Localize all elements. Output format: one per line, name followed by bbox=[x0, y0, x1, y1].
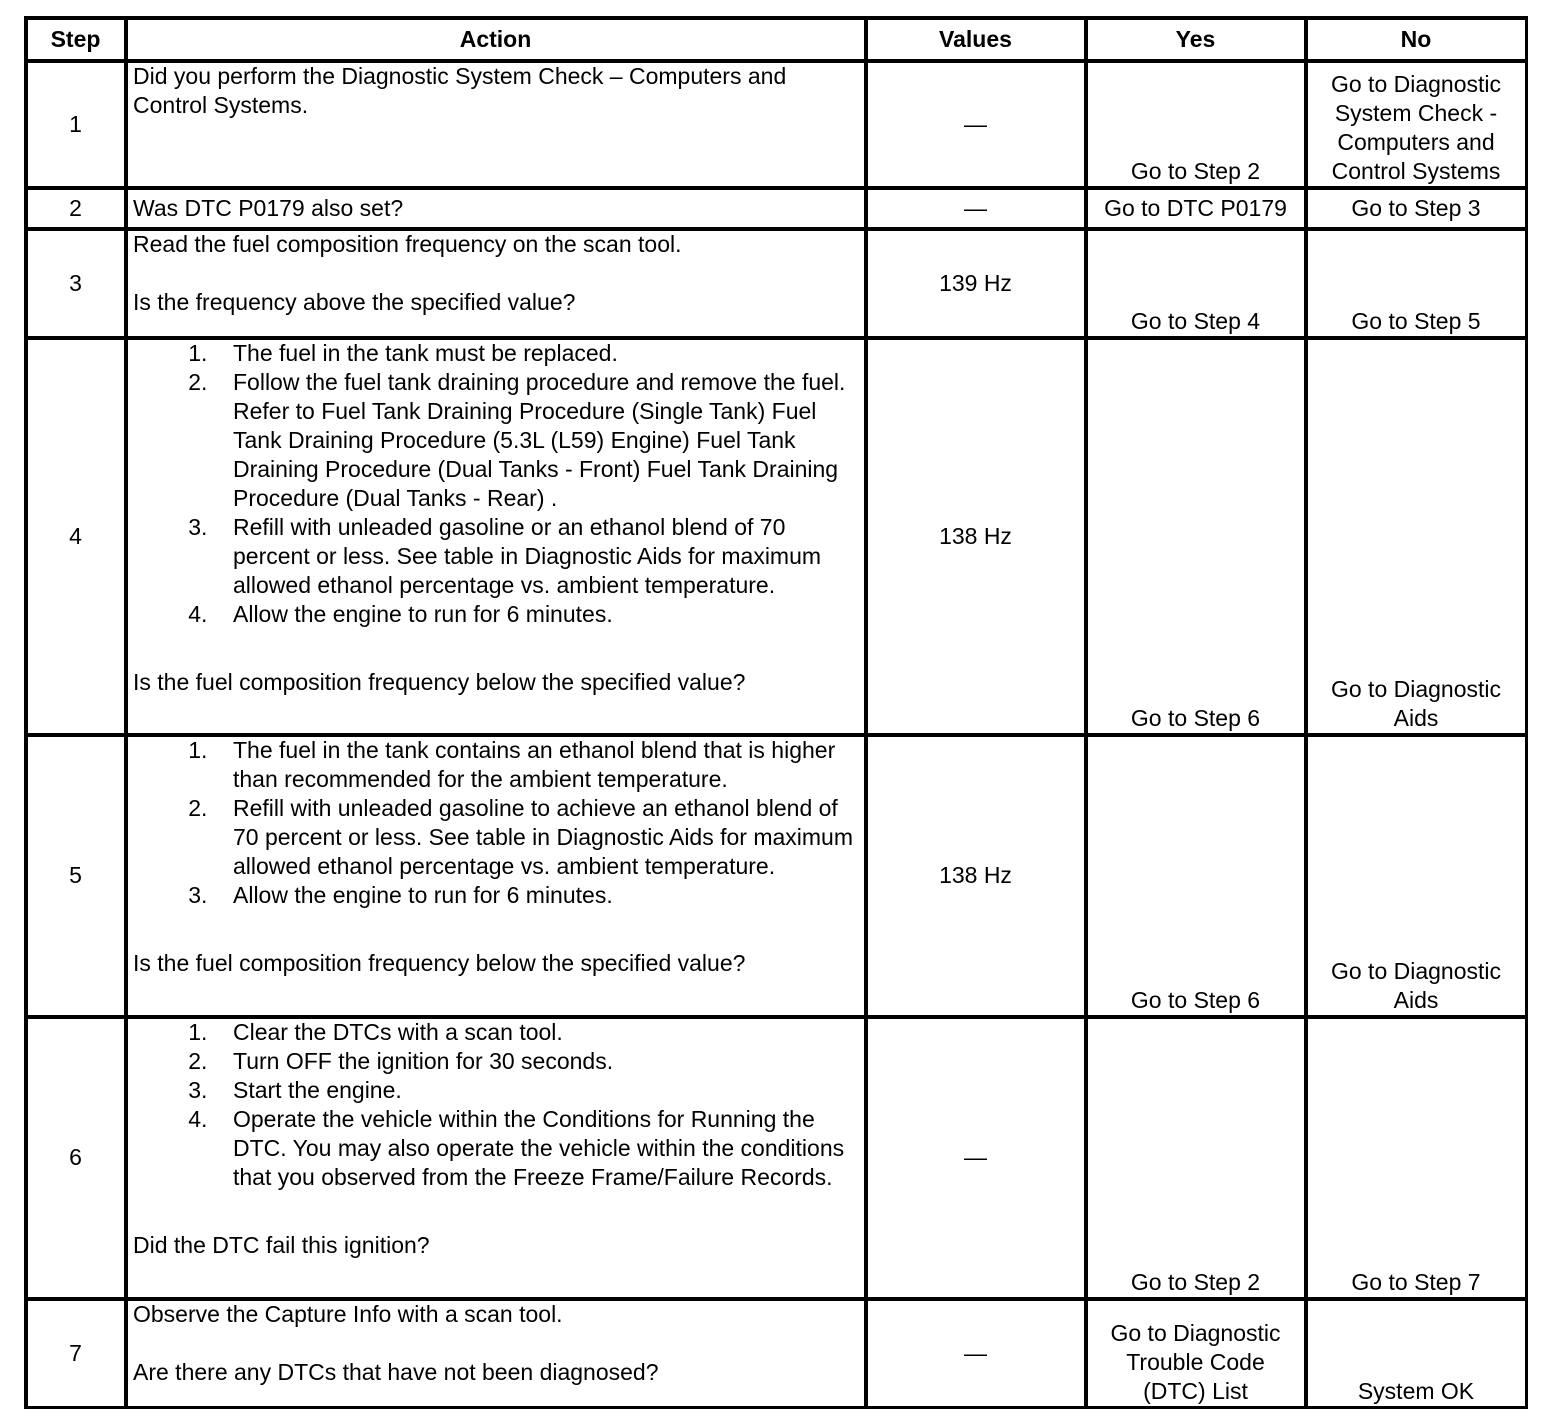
list-item: 3. Allow the engine to run for 6 minutes. bbox=[233, 881, 858, 910]
action-steps-list bbox=[133, 339, 858, 629]
step-number: 4 bbox=[27, 339, 127, 736]
no-cell: System OK bbox=[1307, 1300, 1528, 1409]
list-item: 2. Refill with unleaded gasoline to achieve an ethanol blend of 70 percent or less. See table in Diagnostic Aids for maximum allowed ethanol percentage vs. ambient temperature. bbox=[233, 794, 858, 881]
table-row bbox=[27, 1300, 1528, 1409]
action-steps-list bbox=[133, 736, 858, 910]
step-number: 5 bbox=[27, 736, 127, 1018]
no-cell: Go to Diagnostic Aids bbox=[1307, 736, 1528, 1018]
action-cell bbox=[127, 1300, 867, 1409]
list-item: 3. Refill with unleaded gasoline or an ethanol blend of 70 percent or less. See table in Diagnostic Aids for maximum allowed ethanol percentage vs. ambient temperature. bbox=[233, 513, 858, 600]
header-no: No bbox=[1307, 19, 1528, 62]
action-cell bbox=[127, 1018, 867, 1300]
spacer bbox=[133, 910, 858, 949]
list-item: 2. Follow the fuel tank draining procedure and remove the fuel. Refer to Fuel Tank Draining Procedure (Single Tank) Fuel Tank Draining Procedure (5.3L (L59) Engine) Fuel Tank Draining Procedure (Dual Tanks - Front) Fuel Tank Draining Procedure (Dual Tanks - Rear) . bbox=[233, 368, 858, 513]
table-row bbox=[27, 230, 1528, 339]
action-question: Did the DTC fail this ignition? bbox=[133, 1232, 430, 1258]
yes-cell: Go to Step 6 bbox=[1087, 339, 1307, 736]
value-cell: 138 Hz bbox=[867, 736, 1087, 1018]
action-cell bbox=[127, 736, 867, 1018]
no-cell: Go to Diagnostic System Check - Computers and Control Systems bbox=[1307, 62, 1528, 189]
step-number: 6 bbox=[27, 1018, 127, 1300]
action-cell bbox=[127, 339, 867, 736]
table-row bbox=[27, 339, 1528, 736]
action-text: Did you perform the Diagnostic System Check – Computers and Control Systems. bbox=[133, 63, 787, 118]
action-text: Was DTC P0179 also set? bbox=[133, 194, 404, 221]
step-number: 2 bbox=[27, 189, 127, 230]
step-number: 3 bbox=[27, 230, 127, 339]
list-item: 4. Operate the vehicle within the Conditions for Running the DTC. You may also operate the vehicle within the conditions that you observed from the Freeze Frame/Failure Records. bbox=[233, 1105, 858, 1192]
step-number: 7 bbox=[27, 1300, 127, 1409]
header-values: Values bbox=[867, 19, 1087, 62]
no-cell: Go to Step 5 bbox=[1307, 230, 1528, 339]
value-cell: 138 Hz bbox=[867, 339, 1087, 736]
value-cell: — bbox=[867, 189, 1087, 230]
table-row bbox=[27, 62, 1528, 189]
spacer bbox=[133, 1192, 858, 1231]
table-row bbox=[27, 736, 1528, 1018]
list-item: 1. The fuel in the tank must be replaced. bbox=[233, 339, 858, 368]
yes-cell: Go to Diagnostic Trouble Code (DTC) List bbox=[1087, 1300, 1307, 1409]
value-cell: 139 Hz bbox=[867, 230, 1087, 339]
header-action: Action bbox=[127, 19, 867, 62]
table-row bbox=[27, 189, 1528, 230]
header-yes: Yes bbox=[1087, 19, 1307, 62]
no-cell: Go to Step 3 bbox=[1307, 189, 1528, 230]
list-item: 2. Turn OFF the ignition for 30 seconds. bbox=[233, 1047, 858, 1076]
list-item: 3. Start the engine. bbox=[233, 1076, 858, 1105]
header-step: Step bbox=[27, 19, 127, 62]
table-row bbox=[27, 1018, 1528, 1300]
yes-cell: Go to Step 2 bbox=[1087, 62, 1307, 189]
yes-cell: Go to Step 6 bbox=[1087, 736, 1307, 1018]
spacer bbox=[133, 1329, 858, 1358]
spacer bbox=[133, 259, 858, 288]
action-cell bbox=[127, 230, 867, 339]
list-item: 1. Clear the DTCs with a scan tool. bbox=[233, 1018, 858, 1047]
value-cell: — bbox=[867, 1300, 1087, 1409]
action-question: Is the frequency above the specified value? bbox=[133, 289, 576, 315]
action-cell bbox=[127, 62, 867, 189]
step-number: 1 bbox=[27, 62, 127, 189]
spacer bbox=[133, 629, 858, 668]
yes-cell: Go to Step 2 bbox=[1087, 1018, 1307, 1300]
action-cell bbox=[127, 189, 867, 230]
yes-cell: Go to DTC P0179 bbox=[1087, 189, 1307, 230]
list-item: 4. Allow the engine to run for 6 minutes. bbox=[233, 600, 858, 629]
action-question: Is the fuel composition frequency below the specified value? bbox=[133, 950, 746, 976]
action-text: Read the fuel composition frequency on the scan tool. bbox=[133, 231, 682, 257]
diagnostic-table bbox=[24, 16, 1528, 1409]
yes-cell: Go to Step 4 bbox=[1087, 230, 1307, 339]
value-cell: — bbox=[867, 62, 1087, 189]
action-steps-list bbox=[133, 1018, 858, 1192]
action-text: Observe the Capture Info with a scan tool. bbox=[133, 1301, 563, 1327]
action-question: Is the fuel composition frequency below the specified value? bbox=[133, 669, 746, 695]
no-cell: Go to Step 7 bbox=[1307, 1018, 1528, 1300]
value-cell: — bbox=[867, 1018, 1087, 1300]
action-question: Are there any DTCs that have not been diagnosed? bbox=[133, 1359, 659, 1385]
list-item: 1. The fuel in the tank contains an ethanol blend that is higher than recommended for the ambient temperature. bbox=[233, 736, 858, 794]
no-cell: Go to Diagnostic Aids bbox=[1307, 339, 1528, 736]
header-row bbox=[27, 19, 1528, 62]
